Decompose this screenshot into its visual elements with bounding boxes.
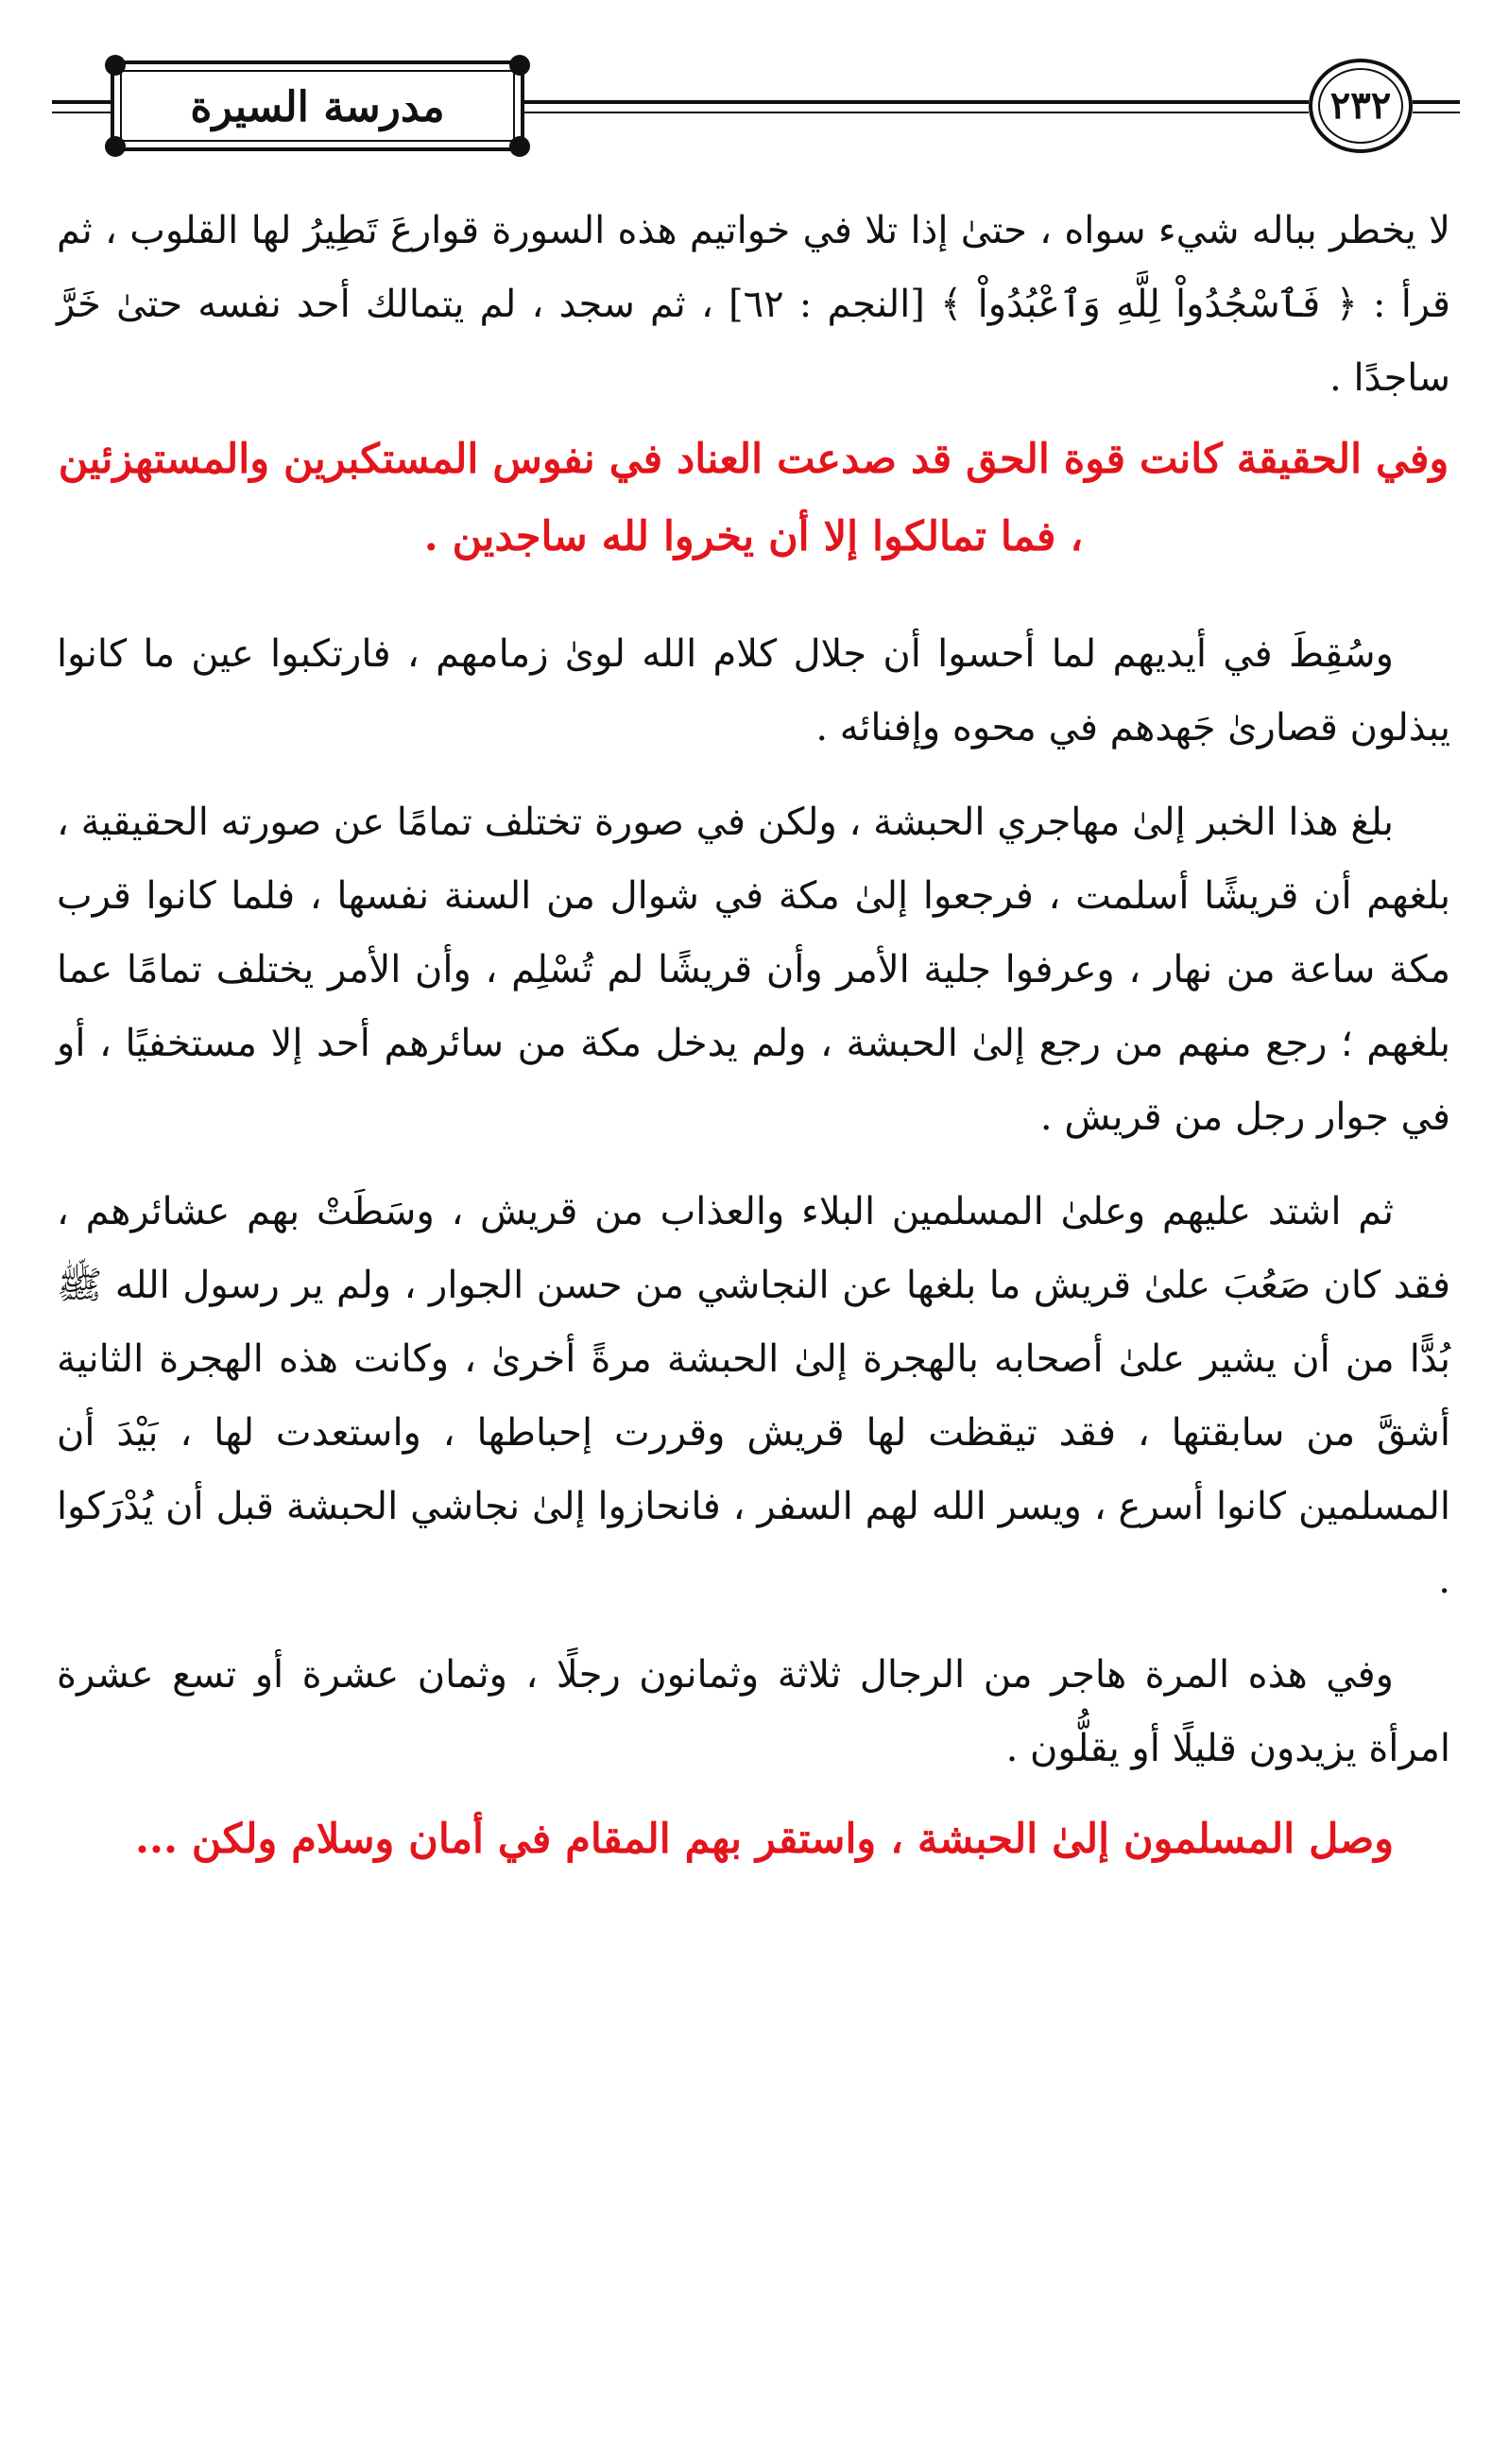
- header-rule: [524, 112, 1309, 113]
- page-body: [57, 194, 1450, 1878]
- ornament-icon: [509, 55, 530, 76]
- header-rule: [524, 100, 1309, 104]
- header-rule: [1413, 112, 1460, 113]
- header-rule: [52, 112, 111, 113]
- highlighted-paragraph: وصل المسلمون إلىٰ الحبشة ، واستقر بهم المقام في أمان وسلام ولكن ...: [135, 1816, 1394, 1863]
- ornament-icon: [509, 136, 530, 157]
- page-header: [52, 55, 1460, 159]
- paragraph: بلغ هذا الخبر إلىٰ مهاجري الحبشة ، ولكن في صورة تختلف تمامًا عن صورته الحقيقية ، بلغهم أن قريشًا أسلمت ، فرجعوا إلىٰ مكة في شوال من السنة نفسها ، فلما كانوا قرب مكة ساعة من نهار ، وعرفوا جلية الأمر وأن قريشًا لم تُسْلِم ، وأن الأمر يختلف تمامًا عما بلغهم ؛ رجع منهم من رجع إلىٰ الحبشة ، ولم يدخل مكة من سائرهم أحد إلا مستخفيًا ، أو في جوار رجل من قريش .: [57, 801, 1450, 1139]
- ornament-icon: [105, 55, 126, 76]
- page-number-badge: [1309, 59, 1413, 153]
- header-rule: [1413, 100, 1460, 104]
- highlighted-paragraph: وفي الحقيقة كانت قوة الحق قد صدعت العناد في نفوس المستكبرين والمستهزئين ، فما تمالكوا إلا أن يخروا لله ساجدين .: [58, 436, 1449, 560]
- paragraph: وسُقِطَ في أيديهم لما أحسوا أن جلال كلام الله لوىٰ زمامهم ، فارتكبوا عين ما كانوا يبذلون قصارىٰ جَهدهم في محوه وإفنائه .: [57, 632, 1450, 750]
- header-rule: [52, 100, 111, 104]
- paragraph: وفي هذه المرة هاجر من الرجال ثلاثة وثمانون رجلًا ، وثمان عشرة أو تسع عشرة امرأة يزيدون قليلًا أو يقلُّون .: [57, 1653, 1450, 1770]
- book-title-frame: [111, 60, 524, 151]
- paragraph: ثم اشتد عليهم وعلىٰ المسلمين البلاء والعذاب من قريش ، وسَطَتْ بهم عشائرهم ، فقد كان صَعُبَ علىٰ قريش ما بلغها عن النجاشي من حسن الجوار ، ولم ير رسول الله ﷺ بُدًّا من أن يشير علىٰ أصحابه بالهجرة إلىٰ الحبشة مرةً أخرىٰ ، وكانت هذه الهجرة الثانية أشقَّ من سابقتها ، فقد تيقظت لها قريش وقررت إحباطها ، واستعدت لها ، بَيْدَ أن المسلمين كانوا أسرع ، ويسر الله لهم السفر ، فانحازوا إلىٰ نجاشي الحبشة قبل أن يُدْرَكوا .: [57, 1190, 1451, 1602]
- book-title: مدرسة السيرة: [190, 83, 445, 131]
- ornament-icon: [105, 136, 126, 157]
- paragraph: لا يخطر بباله شيء سواه ، حتىٰ إذا تلا في خواتيم هذه السورة قوارعَ تَطِيرُ لها القلوب ، ثم قرأ : ﴿ فَٱسْجُدُواْ لِلَّهِ وَٱعْبُدُواْ ﴾ [النجم : ٦٢] ، ثم سجد ، لم يتمالك أحد نفسه حتىٰ خَرَّ ساجدًا .: [57, 209, 1451, 400]
- page-number: ٢٣٢: [1329, 83, 1392, 128]
